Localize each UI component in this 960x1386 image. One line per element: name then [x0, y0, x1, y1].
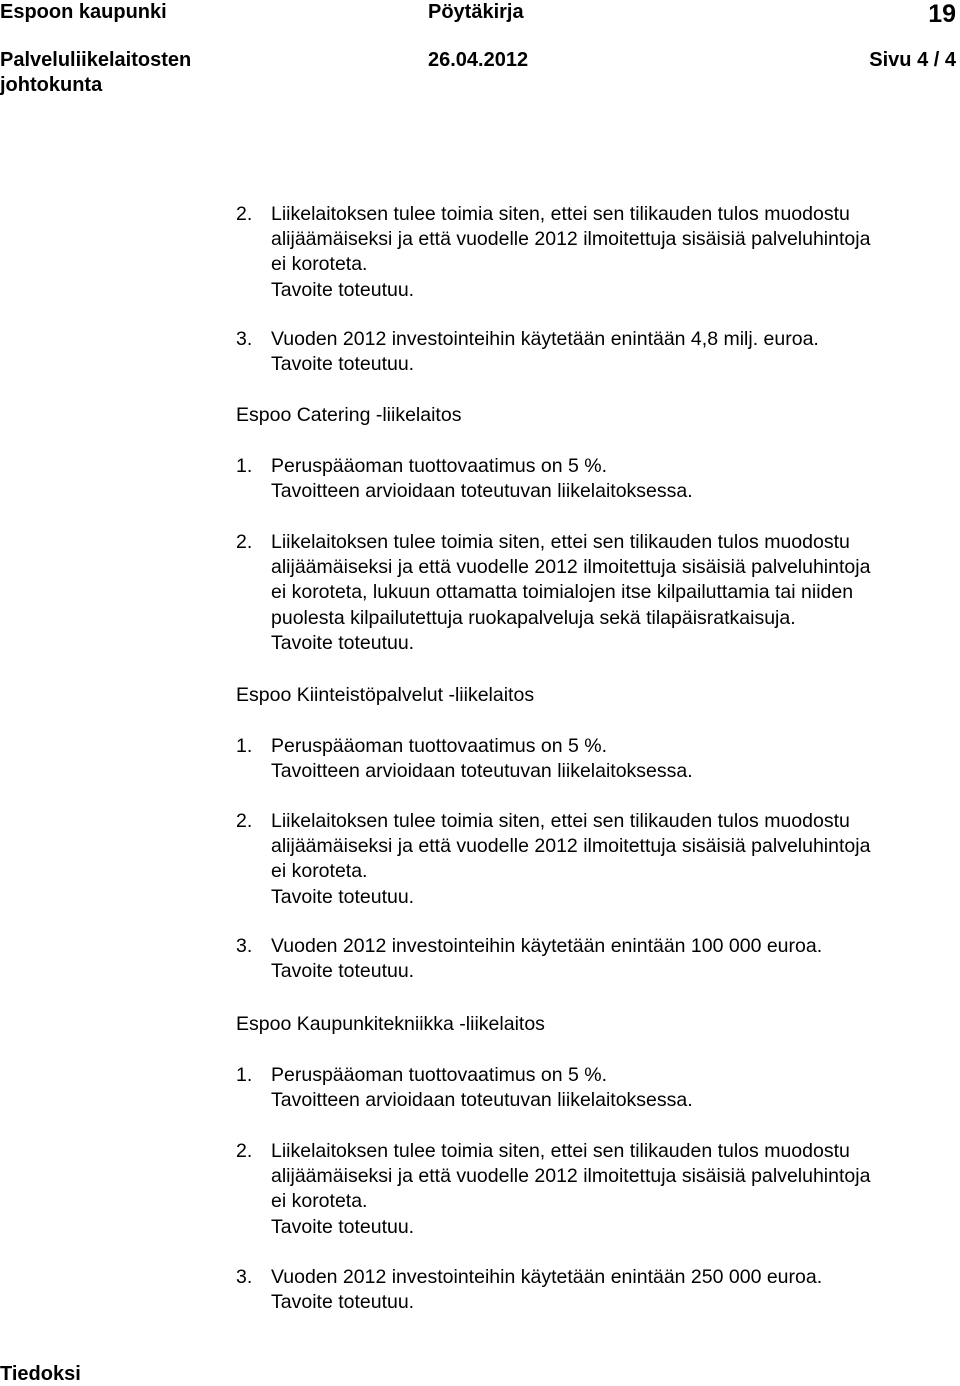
item-line: Tavoite toteutuu.	[271, 1291, 415, 1314]
item-number: 2.	[236, 203, 253, 225]
org-name: Espoon kaupunki	[0, 1, 167, 23]
item-block	[236, 1265, 954, 1315]
item-line: ei koroteta, lukuun ottamatta toimialojen itse kilpailuttamia tai niiden	[271, 581, 854, 604]
item-number: 3.	[236, 328, 253, 350]
item-number: 3.	[236, 935, 253, 957]
item-line: Tavoite toteutuu.	[271, 631, 415, 654]
item-line: Vuoden 2012 investointeihin käytetään enintään 4,8 milj. euroa.	[271, 328, 819, 350]
committee-name-line2: johtokunta	[0, 74, 103, 96]
item-block	[236, 1139, 954, 1240]
meeting-date: 26.04.2012	[428, 49, 529, 71]
page-number: 19	[928, 0, 956, 28]
item-line: alijäämäiseksi ja että vuodelle 2012 ilmoitettuja sisäisiä palveluhintoja	[271, 835, 871, 858]
item-line: Tavoitteen arvioidaan toteutuvan liikelaitoksessa.	[271, 480, 693, 503]
item-number: 3.	[236, 1266, 253, 1288]
item-line: alijäämäiseksi ja että vuodelle 2012 ilmoitettuja sisäisiä palveluhintoja	[271, 556, 871, 579]
item-line: Peruspääoman tuottovaatimus on 5 %.	[271, 735, 608, 757]
item-line: Liikelaitoksen tulee toimia siten, ettei sen tilikauden tulos muodostu	[271, 1140, 850, 1162]
item-line: Liikelaitoksen tulee toimia siten, ettei sen tilikauden tulos muodostu	[271, 203, 850, 225]
item-line: Tavoitteen arvioidaan toteutuvan liikelaitoksessa.	[271, 1089, 693, 1112]
item-line: Tavoite toteutuu.	[271, 1215, 415, 1238]
item-number: 2.	[236, 810, 253, 832]
item-line: Tavoite toteutuu.	[271, 885, 415, 908]
item-line: alijäämäiseksi ja että vuodelle 2012 ilmoitettuja sisäisiä palveluhintoja	[271, 1165, 871, 1188]
item-line: Vuoden 2012 investointeihin käytetään enintään 250 000 euroa.	[271, 1266, 823, 1288]
item-block	[236, 1063, 954, 1113]
item-line: Peruspääoman tuottovaatimus on 5 %.	[271, 1064, 608, 1086]
item-block	[236, 530, 954, 656]
item-block	[236, 934, 954, 984]
section-heading: Espoo Kiinteistöpalvelut -liikelaitos	[236, 684, 535, 706]
item-line: Peruspääoman tuottovaatimus on 5 %.	[271, 455, 608, 477]
item-line: Liikelaitoksen tulee toimia siten, ettei sen tilikauden tulos muodostu	[271, 810, 850, 832]
item-block	[236, 202, 954, 303]
item-block	[236, 734, 954, 784]
item-block	[236, 454, 954, 504]
section-heading: Espoo Catering -liikelaitos	[236, 404, 462, 426]
item-line: Tavoite toteutuu.	[271, 960, 415, 983]
page-of-total: Sivu 4 / 4	[869, 49, 956, 71]
section-heading: Espoo Kaupunkitekniikka -liikelaitos	[236, 1013, 545, 1035]
item-block	[236, 809, 954, 910]
item-line: Liikelaitoksen tulee toimia siten, ettei sen tilikauden tulos muodostu	[271, 531, 850, 553]
item-block	[236, 327, 954, 377]
item-line: Tavoite toteutuu.	[271, 353, 415, 376]
item-number: 2.	[236, 531, 253, 553]
item-number: 1.	[236, 735, 253, 757]
item-number: 1.	[236, 455, 253, 477]
item-line: alijäämäiseksi ja että vuodelle 2012 ilmoitettuja sisäisiä palveluhintoja	[271, 228, 871, 251]
committee-name-line1: Palveluliikelaitosten	[0, 49, 192, 71]
item-line: ei koroteta.	[271, 253, 368, 276]
item-line: puolesta kilpailutettuja ruokapalveluja sekä tilapäisratkaisuja.	[271, 606, 796, 629]
item-line: Tavoitteen arvioidaan toteutuvan liikelaitoksessa.	[271, 760, 693, 783]
item-number: 2.	[236, 1140, 253, 1162]
item-number: 1.	[236, 1064, 253, 1086]
item-line: Vuoden 2012 investointeihin käytetään enintään 100 000 euroa.	[271, 935, 823, 957]
item-line: Tavoite toteutuu.	[271, 278, 415, 301]
item-line: ei koroteta.	[271, 860, 368, 883]
footer-label: Tiedoksi	[0, 1363, 81, 1385]
item-line: ei koroteta.	[271, 1190, 368, 1213]
document-type: Pöytäkirja	[428, 1, 524, 23]
